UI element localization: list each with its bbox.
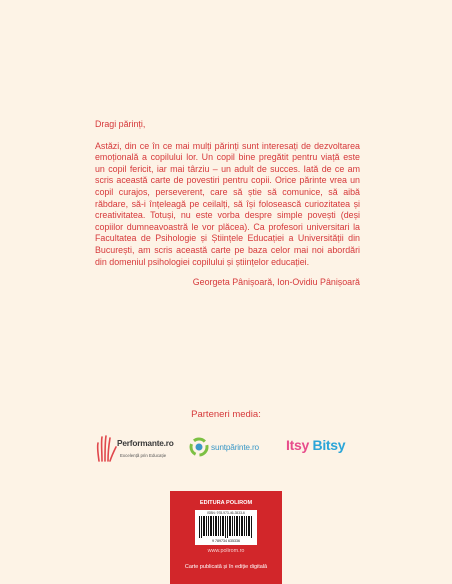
barcode: [195, 510, 257, 545]
suntparinte-name: suntpărinte.ro: [211, 442, 259, 452]
letter-block: [95, 119, 360, 289]
isbn-label: ISBN: 978-973-46-3533-6: [207, 511, 245, 515]
performante-name: Performante.ro: [117, 438, 174, 448]
publisher-name: EDITURA POLIROM: [199, 500, 253, 506]
partner-performante-logo: [95, 433, 185, 465]
publisher-url: www.polirom.ro: [207, 548, 245, 554]
letter-greeting: Dragi părinți,: [95, 119, 146, 129]
letter-authors: Georgeta Pânișoară, Ion-Ovidiu Pânișoară: [192, 277, 360, 288]
hand-icon: [95, 433, 117, 463]
itsy-word: Itsy: [286, 437, 309, 453]
performante-tagline: Excelență prin Educație: [120, 453, 167, 458]
partner-itsybitsy-logo: [286, 436, 358, 458]
letter-body: Astăzi, din ce în ce mai mulți părinți sunt interesați de dezvoltarea emoțională a copilului lor. Un copil bine pregătit pentru viață este un copil fericit, iar mai târziu – un adult de succes. Iată de ce am scris această carte de povestiri pentru copii. Orice părinte vrea un copil curajos, perseverent, care să știe să comunice, să aibă răbdare, să-i înțeleagă pe ceilalți, să își folosească curiozitatea și creativitatea. Totuși, nu este vorba despre simple povești (deși copiilor dumneavoastră le vor plăcea). Ca profesori universitari la Facultatea de Psihologie și Științele Educației a Universității din București, am scris această carte pe baza celor mai noi abordări din domeniul psihologiei copilului și științelor educației.: [95, 140, 360, 267]
isbn-number: 9 789734 635336: [212, 539, 240, 543]
publisher-panel: [170, 491, 282, 584]
bitsy-word: Bitsy: [312, 437, 346, 453]
publisher-note: Carte publicată și în ediție digitală: [184, 564, 268, 570]
itsybitsy-name: [286, 437, 345, 453]
partner-suntparinte-logo: [189, 437, 279, 459]
barcode-bars: [199, 516, 253, 538]
partners-title: Parteneri media:: [191, 409, 261, 420]
swirl-icon: [189, 437, 209, 457]
